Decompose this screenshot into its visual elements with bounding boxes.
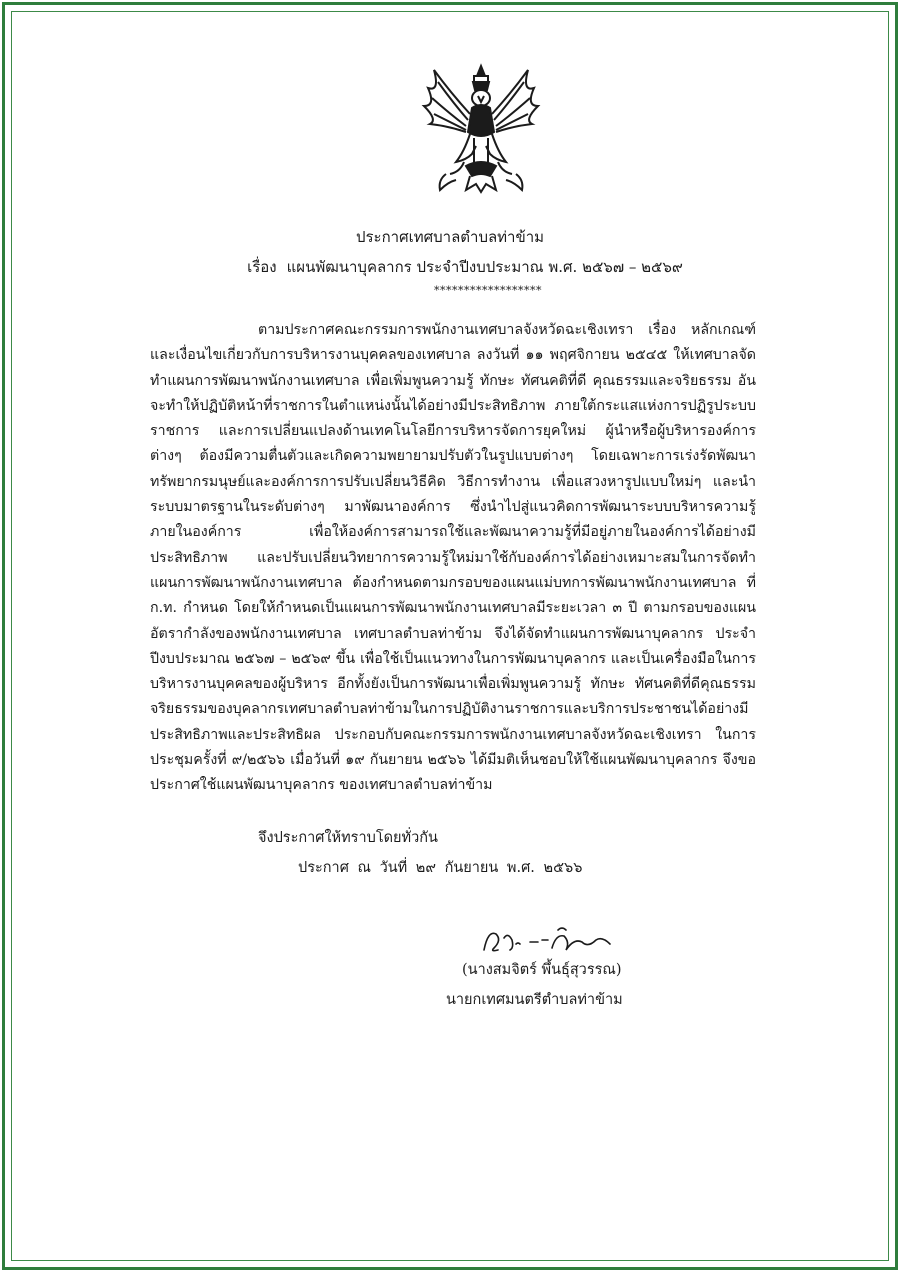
announcement-inform: จึงประกาศให้ทราบโดยทั่วกัน xyxy=(258,830,438,846)
announcement-dateline: ประกาศ ณ วันที่ ๒๙ กันยายน พ.ศ. ๒๕๖๖ xyxy=(298,860,583,876)
announcement-title: ประกาศเทศบาลตำบลท่าข้าม xyxy=(355,228,545,246)
signer-title: นายกเทศมนตรีตำบลท่าข้าม xyxy=(446,992,623,1008)
garuda-emblem-icon xyxy=(420,62,542,196)
subject-text: แผนพัฒนาบุคลากร ประจำปีงบประมาณ พ.ศ. ๒๕๖๗ – ๒๕๖๙ xyxy=(286,258,683,276)
header-separator: ****************** xyxy=(434,284,542,297)
subject-label: เรื่อง xyxy=(247,258,277,276)
announcement-subject xyxy=(0,256,900,278)
handwritten-signature xyxy=(472,920,622,960)
body-paragraph: ตามประกาศคณะกรรมการพนักงานเทศบาลจังหวัดฉะเชิงเทรา เรื่อง หลักเกณฑ์และเงื่อนไขเกี่ยวกับการบริหารงานบุคคลของเทศบาล ลงวันที่ ๑๑ พฤศจิกายน ๒๕๔๕ ให้เทศบาลจัดทำแผนการพัฒนาพนักงานเทศบาล เพื่อเพิ่มพูนความรู้ ทักษะ ทัศนคติที่ดี คุณธรรมและจริยธรรม อันจะทำให้ปฏิบัติหน้าที่ราชการในตำแหน่งนั้นได้อย่างมีประสิทธิภาพ ภายใต้กระแสแห่งการปฏิรูประบบราชการ และการเปลี่ยนแปลงด้านเทคโนโลยีการบริหารจัดการยุคใหม่ ผู้นำหรือผู้บริหารองค์การต่างๆ ต้องมีความตื่นตัวและเกิดความพยายามปรับตัวในรูปแบบต่างๆ โดยเฉพาะการเร่งรัดพัฒนาทรัพยากรมนุษย์และองค์การการปรับเปลี่ยนวิธีคิด วิธีการทำงาน เพื่อแสวงหารูปแบบใหม่ๆ และนำระบบมาตรฐานในระดับต่างๆ มาพัฒนาองค์การ ซึ่งนำไปสู่แนวคิดการพัฒนาระบบบริหารความรู้ภายในองค์การ เพื่อให้องค์การสามารถใช้และพัฒนาความรู้ที่มีอยู่ภายในองค์การได้อย่างมีประสิทธิภาพ และปรับเปลี่ยนวิทยาการความรู้ใหม่มาใช้กับองค์การได้อย่างเหมาะสมในการจัดทำแผนการพัฒนาพนักงานเทศบาล ต้องกำหนดตามกรอบของแผนแม่บทการพัฒนาพนักงานเทศบาล ที่ ก.ท. กำหนด โดยให้กำหนดเป็นแผนการพัฒนาพนักงานเทศบาลมีระยะเวลา ๓ ปี ตามกรอบของแผนอัตรากำลังของพนักงานเทศบาล เทศบาลตำบลท่าข้าม จึงได้จัดทำแผนการพัฒนาบุคลากร ประจำปีงบประมาณ ๒๕๖๗ – ๒๕๖๙ ขึ้น เพื่อใช้เป็นแนวทางในการพัฒนาบุคลากร และเป็นเครื่องมือในการบริหารงานบุคคลของผู้บริหาร อีกทั้งยังเป็นการพัฒนาเพื่อเพิ่มพูนความรู้ ทักษะ ทัศนคติที่ดีคุณธรรม จริยธรรมของบุคลากรเทศบาลตำบลท่าข้ามในการปฏิบัติงานราชการและบริการประชาชนได้อย่างมีประสิทธิภาพและประสิทธิผล ประกอบกับคณะกรรมการพนักงานเทศบาลจังหวัดฉะเชิงเทรา ในการประชุมครั้งที่ ๙/๒๕๖๖ เมื่อวันที่ ๑๙ กันยายน ๒๕๖๖ ได้มีมติเห็นชอบให้ใช้แผนพัฒนาบุคลากร จึงขอประกาศใช้แผนพัฒนาบุคลากร ของเทศบาลตำบลท่าข้าม xyxy=(150,322,756,794)
signer-name: (นางสมจิตร์ พึ้นธุ์สุวรรณ) xyxy=(462,962,622,978)
